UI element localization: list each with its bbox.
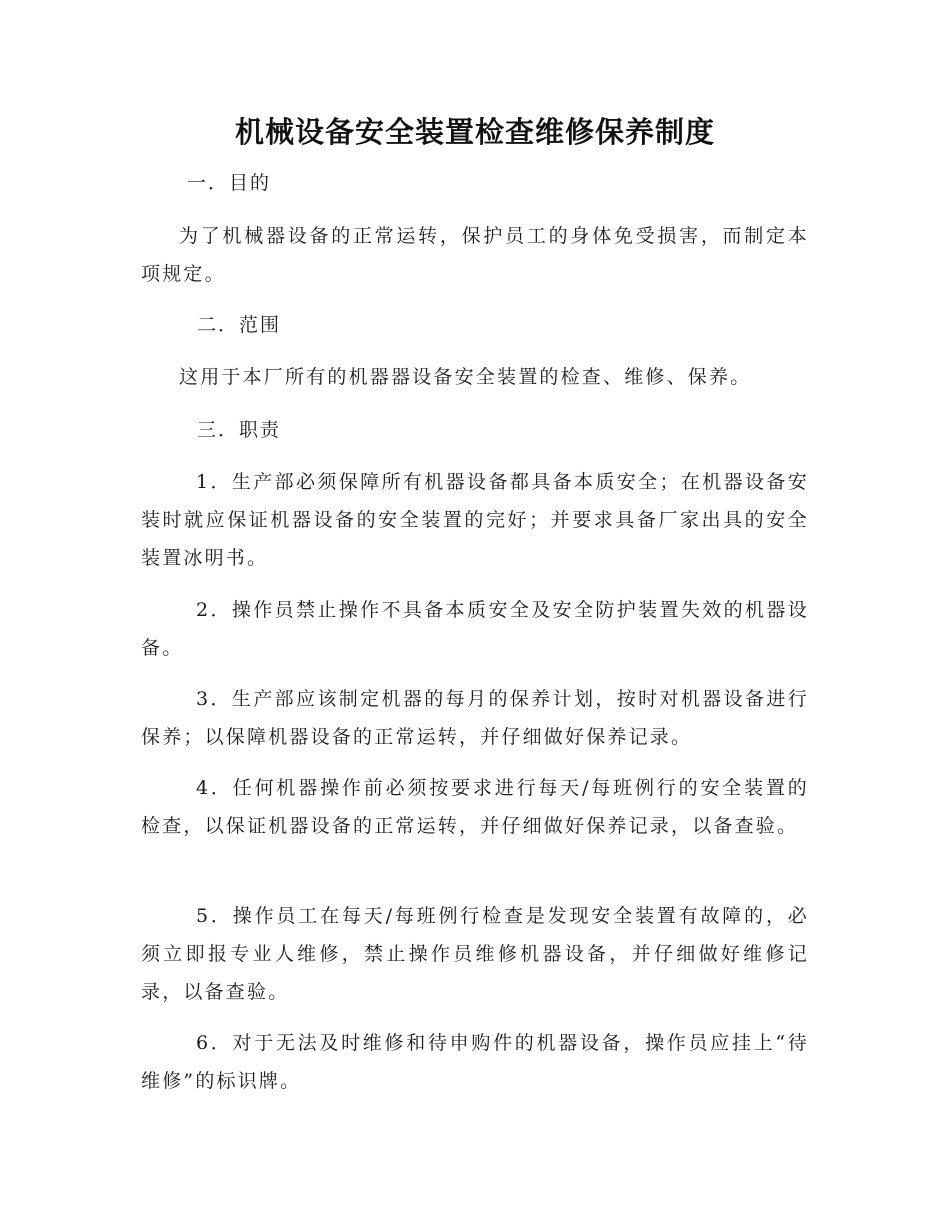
section-heading-purpose: 一．目的 [187,172,272,194]
duty-item-6: 6．对于无法及时维修和待申购件的机器设备，操作员应挂上“待维修”的标识牌。 [141,1032,809,1092]
purpose-paragraph: 为了机械器设备的正常运转，保护员工的身体免受损害，而制定本项规定。 [141,225,809,285]
section-heading-scope: 二．范围 [197,314,282,336]
duty-item-3: 3．生产部应该制定机器的每月的保养计划，按时对机器设备进行保养；以保障机器设备的正常运转，并仔细做好保养记录。 [141,688,809,748]
duty-item-5: 5．操作员工在每天/每班例行检查是发现安全装置有故障的，必须立即报专业人维修，禁止操作员维修机器设备，并仔细做好维修记录，以备查验。 [141,905,809,1003]
duty-item-2: 2．操作员禁止操作不具备本质安全及安全防护装置失效的机器设备。 [141,599,809,659]
duty-item-4: 4．任何机器操作前必须按要求进行每天/每班例行的安全装置的检查，以保证机器设备的正常运转，并仔细做好保养记录，以备查验。 [141,777,809,837]
document-title: 机械设备安全装置检查维修保养制度 [234,115,715,149]
scope-paragraph: 这用于本厂所有的机器器设备安全装置的检查、维修、保养。 [179,366,752,388]
section-heading-duties: 三．职责 [197,419,282,441]
duty-item-1: 1．生产部必须保障所有机器设备都具备本质安全；在机器设备安装时就应保证机器设备的安全装置的完好；并要求具备厂家出具的安全装置冰明书。 [141,471,809,569]
